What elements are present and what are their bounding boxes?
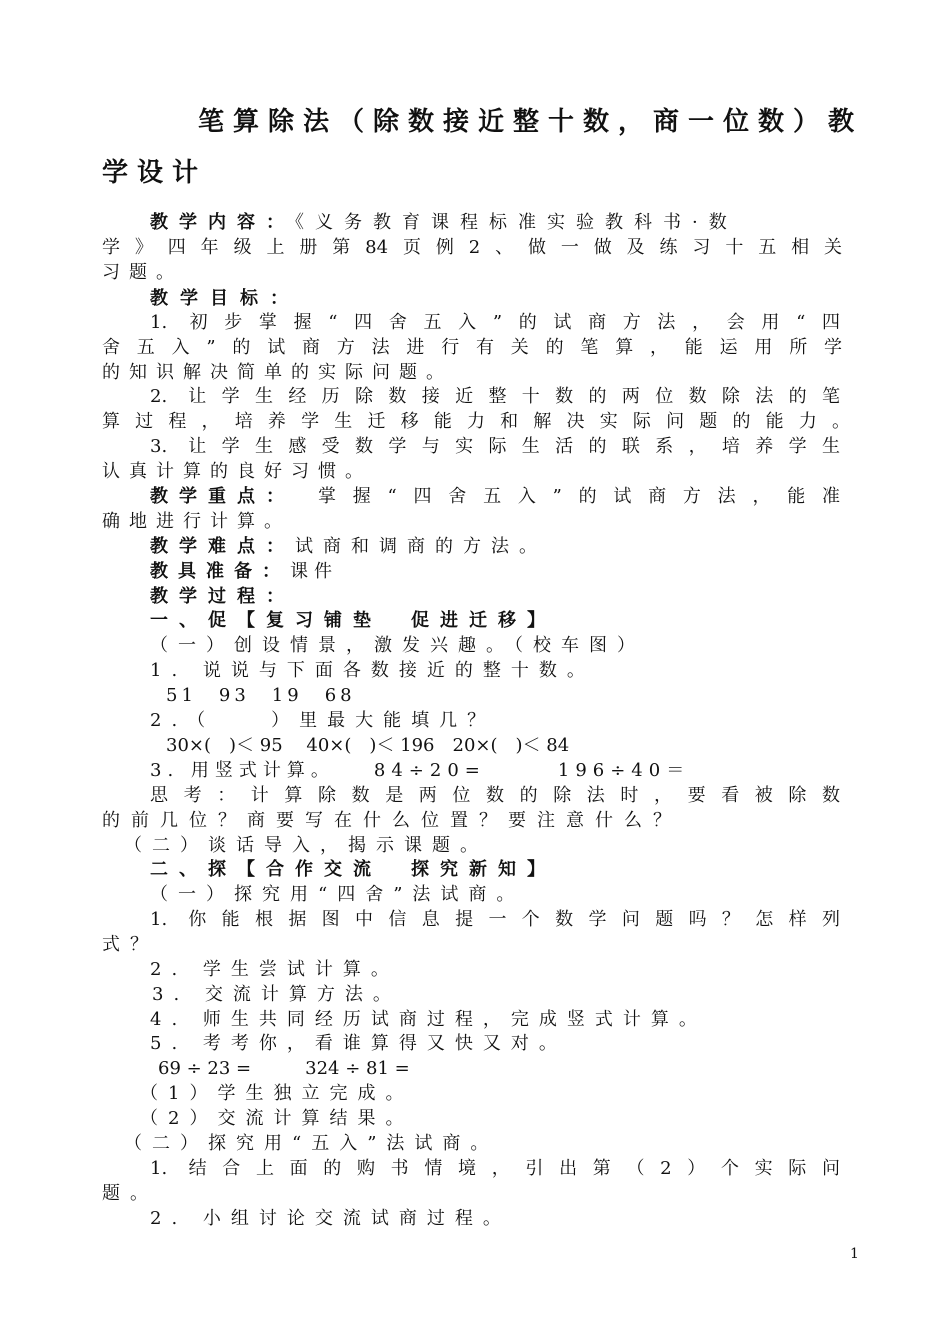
goals-label: 教学目标： <box>150 288 300 309</box>
doc-title-line2: 学设计 <box>102 158 208 188</box>
section2-q2: 2. 学生尝试计算。 <box>150 959 399 980</box>
goal2-line1: 2. 让学生经历除数接近整十数的两位数除法的笔 <box>150 386 840 407</box>
doc-title-line1: 笔算除法（除数接近整十数，商一位数）教 <box>198 107 864 137</box>
content-line3: 习题。 <box>102 262 183 283</box>
section2-heading: 二、探【合作交流 探究新知】 <box>150 859 556 880</box>
goal3-line2: 认真计算的良好习惯。 <box>102 461 372 482</box>
key-text-1: 掌握“四舍五入”的试商方法，能准 <box>318 486 840 507</box>
difficulty-label: 教学难点： <box>150 536 295 557</box>
section1-part-b: （二）谈话导入，揭示课题。 <box>124 835 488 856</box>
section1-inequalities: 30×( )＜ 95 40×( )＜ 196 20×( )＜ 84 <box>166 735 570 756</box>
section2-b1-line1: 1. 结合上面的购书情境，引出第（2）个实际问 <box>150 1158 840 1179</box>
section2-calculations: 69 ÷ 23 = 324 ÷ 81 = <box>158 1058 410 1079</box>
section1-q1: 1. 说说与下面各数接近的整十数。 <box>150 660 595 681</box>
goal1-line1: 1. 初步掌握“四舍五入”的试商方法，会用“四 <box>150 312 840 333</box>
content-line1 <box>150 210 840 235</box>
key-label: 教学重点： <box>150 486 295 507</box>
section2-b1-line2: 题。 <box>102 1183 158 1204</box>
goal3-line1: 3. 让学生感受数学与实际生活的联系，培养学生 <box>150 436 840 457</box>
section2-b2: 2. 小组讨论交流试商过程。 <box>150 1208 511 1229</box>
tools-text: 课件 <box>290 561 338 582</box>
section2-q1-line2: 式？ <box>102 934 158 955</box>
think-line2: 的前几位？商要写在什么位置？要注意什么？ <box>102 810 682 831</box>
section2-q1-line1: 1. 你能根据图中信息提一个数学问题吗？怎样列 <box>150 909 840 930</box>
section1-numbers: 51 93 19 68 <box>166 685 356 706</box>
section1-q3: 3. 用竖式计算。 84÷20= 196÷40＝ <box>150 760 691 781</box>
section2-q5: 5. 考考你，看谁算得又快又对。 <box>150 1033 567 1054</box>
difficulty-line <box>150 534 890 559</box>
content-label: 教学内容： <box>150 212 295 233</box>
process-label: 教学过程： <box>150 586 295 607</box>
page-number: 1 <box>850 1246 859 1262</box>
goal1-line3: 的知识解决简单的实际问题。 <box>102 362 453 383</box>
goal1-line2: 舍五入”的试商方法进行有关的笔算，能运用所学 <box>102 337 842 358</box>
section2-q4: 4. 师生共同经历试商过程，完成竖式计算。 <box>150 1009 707 1030</box>
tools-line <box>150 559 890 584</box>
section1-heading: 一、促【复习铺垫 促进迁移】 <box>150 610 556 631</box>
key-line2: 确地进行计算。 <box>102 511 291 532</box>
section1-q2: 2.（ ）里最大能填几？ <box>150 710 496 731</box>
section2-point1: （1）学生独立完成。 <box>140 1083 414 1104</box>
goal2-line2: 算过程，培养学生迁移能力和解决实际问题的能力。 <box>102 411 850 432</box>
section2-part-b: （二）探究用“五入”法试商。 <box>124 1133 499 1154</box>
key-line1 <box>150 484 840 509</box>
section2-q3: 3. 交流计算方法。 <box>152 984 401 1005</box>
section1-part-a: （一）创设情景，激发兴趣。（校车图） <box>150 635 645 656</box>
content-line2: 学》四年级上册第84页例2、做一做及练习十五相关 <box>102 237 842 258</box>
section2-point2: （2）交流计算结果。 <box>140 1108 414 1129</box>
content-text-1: 《义务教育课程标准实验教科书·数 <box>295 212 738 233</box>
section2-part-a: （一）探究用“四舍”法试商。 <box>150 884 525 905</box>
think-line1: 思考：计算除数是两位数的除法时，要看被除数 <box>150 785 840 806</box>
tools-label: 教具准备： <box>150 561 290 582</box>
difficulty-text: 试商和调商的方法。 <box>295 536 547 557</box>
